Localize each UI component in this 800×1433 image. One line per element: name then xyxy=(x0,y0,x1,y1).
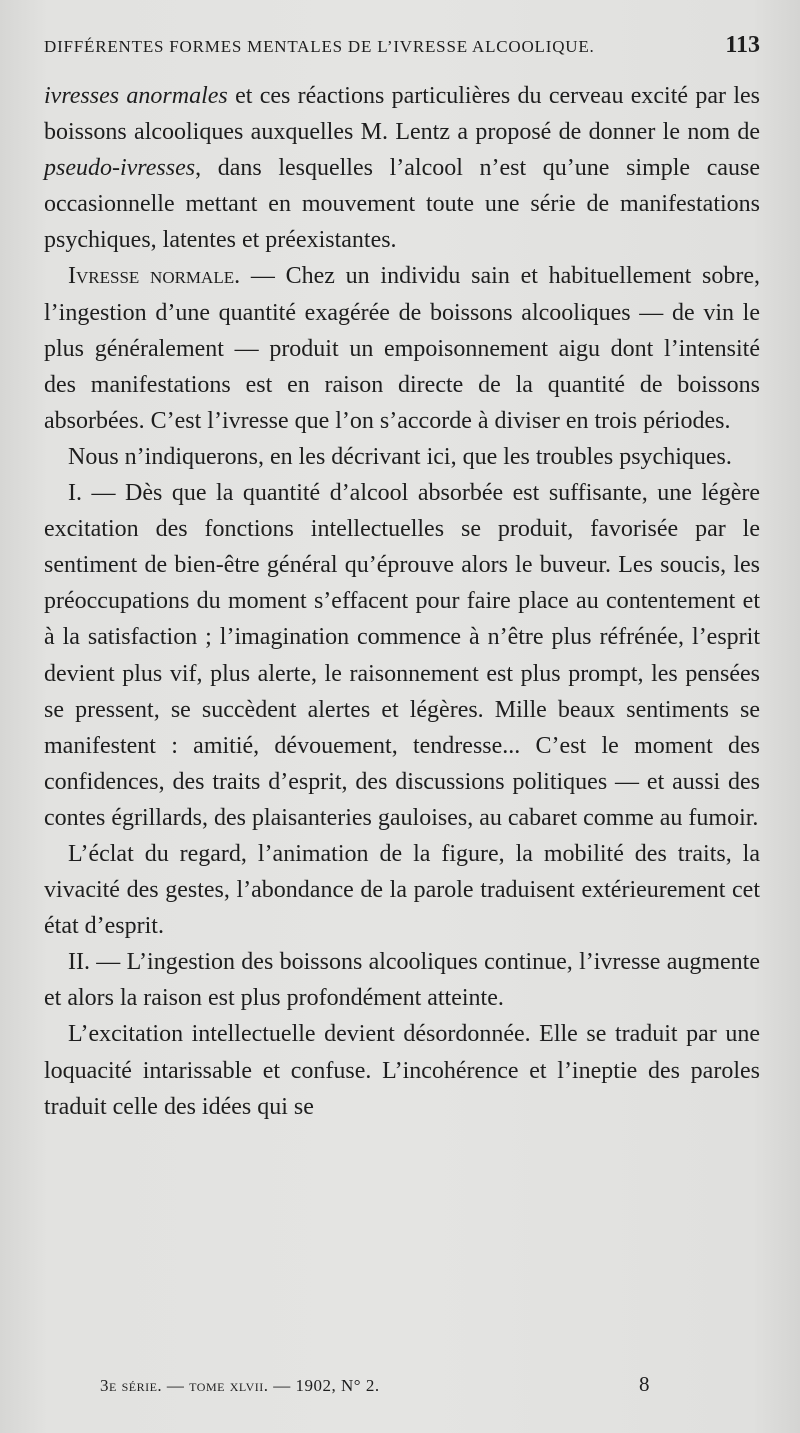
paragraph-text: et ces réactions particulières du cerveau excité par les boissons alcooliques auxquelles M. Lentz a proposé de donner le nom de xyxy=(44,83,760,146)
signature-mark: 8 xyxy=(639,1372,650,1396)
paragraph: Nous n’indiquerons, en les décrivant ici, que les troubles psychiques. xyxy=(68,443,732,470)
series-line: 3e série. — tome xlvii. — 1902, N° 2. xyxy=(100,1376,380,1395)
paragraph-text: , dans lesquelles l’alcool n’est qu’une simple cause occasionnelle mettant en mouvement toute une série de manifestations psychiques, latentes et préexistantes. xyxy=(44,155,760,254)
page-footer xyxy=(100,1372,650,1397)
paragraph-period-2: II. — L’ingestion des boissons alcooliques continue, l’ivresse augmente et alors la raison est plus profondément atteinte. xyxy=(44,949,760,1012)
paragraph: L’excitation intellectuelle devient désordonnée. Elle se traduit par une loquacité intarissable et confuse. L’incohérence et l’ineptie des paroles traduit celle des idées qui se xyxy=(44,1021,760,1120)
paragraph-ivresse-normale xyxy=(44,258,760,438)
paragraph-continuation xyxy=(44,78,760,258)
running-title: DIFFÉRENTES FORMES MENTALES DE L’IVRESSE ALCOOLIQUE. xyxy=(44,37,595,56)
body-text xyxy=(44,78,760,1125)
emphasis-ivresses-anormales: ivresses anormales xyxy=(44,83,228,109)
section-heading: Ivresse normale. xyxy=(68,263,241,290)
paragraph-period-1: I. — Dès que la quantité d’alcool absorbée est suffisante, une légère excitation des fonctions intellectuelles se produit, favorisée par le sentiment de bien-être général qu’éprouve alors le buveur. Les soucis, les préoccupations du moment s’effacent pour faire place au contentement et à la satisfaction ; l’imagination commence à n’être plus réfrénée, l’esprit devient plus vif, plus alerte, le raisonnement est plus prompt, les pensées se pressent, se succèdent alertes et légères. Mille beaux sentiments se manifestent : amitié, dévouement, tendresse... C’est le moment des confidences, des traits d’esprit, des discussions politiques — et aussi des contes égrillards, des plaisanteries gauloises, au cabaret comme au fumoir. xyxy=(44,480,760,831)
emphasis-pseudo-ivresses: pseudo-ivresses xyxy=(44,155,196,182)
running-head xyxy=(44,32,760,78)
paragraph: L’éclat du regard, l’animation de la figure, la mobilité des traits, la vivacité des gestes, l’abondance de la parole traduisent extérieurement cet état d’esprit. xyxy=(44,840,760,940)
page-number: 113 xyxy=(725,32,760,58)
paragraph-text: — Chez un individu sain et habituellement sobre, l’ingestion d’une quantité exagérée de boissons alcooliques — de vin le plus généralement — produit un empoisonnement aigu dont l’intensité des manifestations est en raison directe de la quantité de boissons absorbées. C’est l’ivresse que l’on s’accorde à diviser en trois périodes. xyxy=(44,263,760,434)
